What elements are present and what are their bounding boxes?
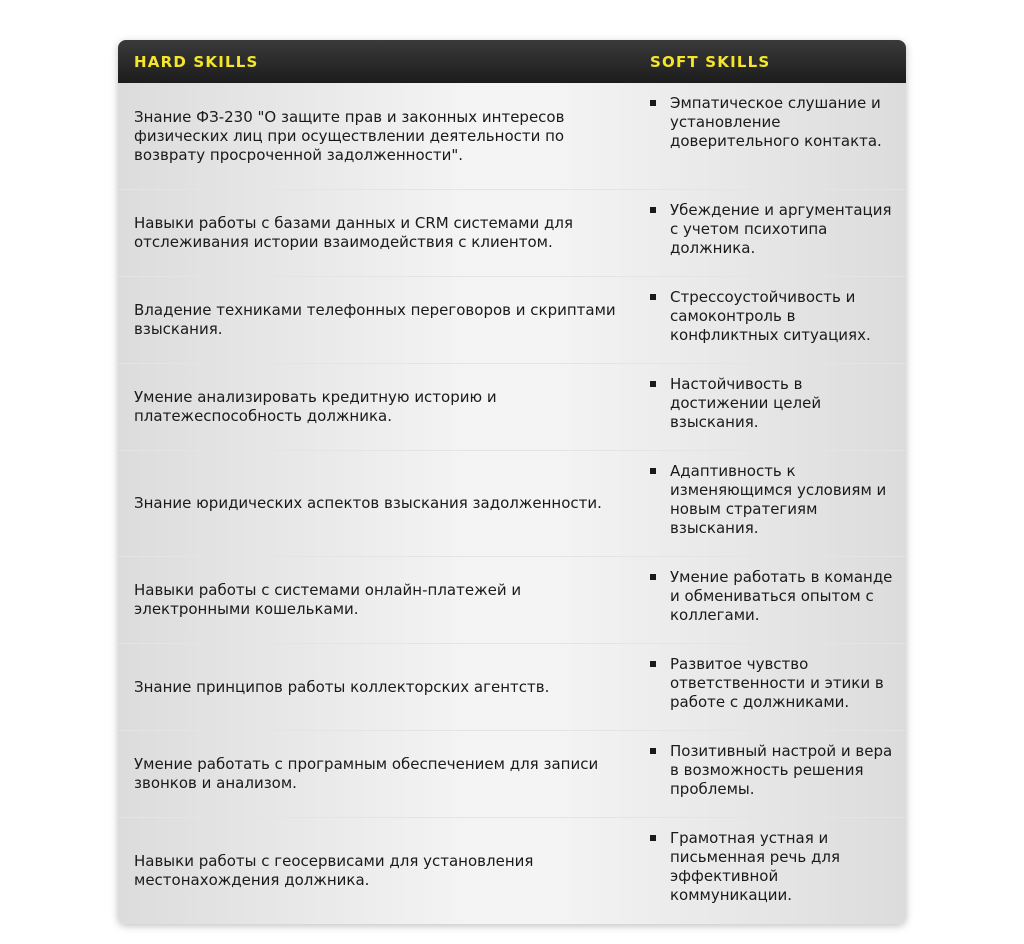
hard-skill-cell: Умение работать с програмным обеспечением для записи звонков и анализом. <box>134 755 599 792</box>
bullet-icon <box>650 661 656 667</box>
table-row <box>118 277 906 364</box>
soft-skill-cell <box>634 644 906 730</box>
hard-skill-cell: Навыки работы с базами данных и CRM системами для отслеживания истории взаимодействия с клиентом. <box>134 214 573 251</box>
hard-skills-heading: HARD SKILLS <box>134 52 259 71</box>
bullet-icon <box>650 574 656 580</box>
table-row <box>118 818 906 924</box>
table-row <box>118 644 906 731</box>
bullet-icon <box>650 748 656 754</box>
soft-skill-cell <box>634 818 906 924</box>
soft-skill-text: Убеждение и аргументация с учетом психотипа должника. <box>670 201 892 257</box>
soft-skill-text: Эмпатическое слушание и установление доверительного контакта. <box>670 94 882 150</box>
table-row <box>118 83 906 190</box>
table-header <box>118 40 906 83</box>
table-row <box>118 364 906 451</box>
hard-skill-cell: Умение анализировать кредитную историю и платежеспособность должника. <box>134 388 497 425</box>
skills-table <box>118 40 906 924</box>
table-row <box>118 557 906 644</box>
soft-skill-cell <box>634 451 906 556</box>
soft-skill-cell <box>634 364 906 450</box>
soft-skill-text: Настойчивость в достижении целей взыскания. <box>670 375 822 431</box>
soft-skill-text: Стрессоустойчивость и самоконтроль в конфликтных ситуациях. <box>670 288 871 344</box>
bullet-icon <box>650 294 656 300</box>
table-row <box>118 731 906 818</box>
hard-skill-cell: Знание юридических аспектов взыскания задолженности. <box>134 494 602 512</box>
bullet-icon <box>650 381 656 387</box>
soft-skill-text: Грамотная устная и письменная речь для эффективной коммуникации. <box>670 829 840 904</box>
bullet-icon <box>650 207 656 213</box>
soft-skill-cell <box>634 83 906 189</box>
table-row <box>118 451 906 557</box>
hard-skill-cell: Знание ФЗ-230 "О защите прав и законных интересов физических лиц при осуществлении деятельности по возврату просроченной задолженности". <box>134 107 565 164</box>
soft-skill-text: Умение работать в команде и обмениваться опытом с коллегами. <box>670 568 893 624</box>
soft-skill-text: Адаптивность к изменяющимся условиям и новым стратегиям взыскания. <box>670 462 887 537</box>
soft-skill-cell <box>634 731 906 817</box>
table-row <box>118 190 906 277</box>
soft-skill-cell <box>634 190 906 276</box>
soft-skill-text: Позитивный настрой и вера в возможность решения проблемы. <box>670 742 893 798</box>
soft-skill-cell <box>634 557 906 643</box>
hard-skill-cell: Навыки работы с системами онлайн-платежей и электронными кошельками. <box>134 581 522 618</box>
bullet-icon <box>650 468 656 474</box>
hard-skill-cell: Навыки работы с геосервисами для установления местонахождения должника. <box>134 852 534 889</box>
bullet-icon <box>650 100 656 106</box>
soft-skill-cell <box>634 277 906 363</box>
soft-skill-text: Развитое чувство ответственности и этики в работе с должниками. <box>670 655 884 711</box>
hard-skill-cell: Владение техниками телефонных переговоров и скриптами взыскания. <box>134 301 616 338</box>
hard-skill-cell: Знание принципов работы коллекторских агентств. <box>134 677 550 696</box>
soft-skills-heading: SOFT SKILLS <box>650 52 771 71</box>
bullet-icon <box>650 835 656 841</box>
